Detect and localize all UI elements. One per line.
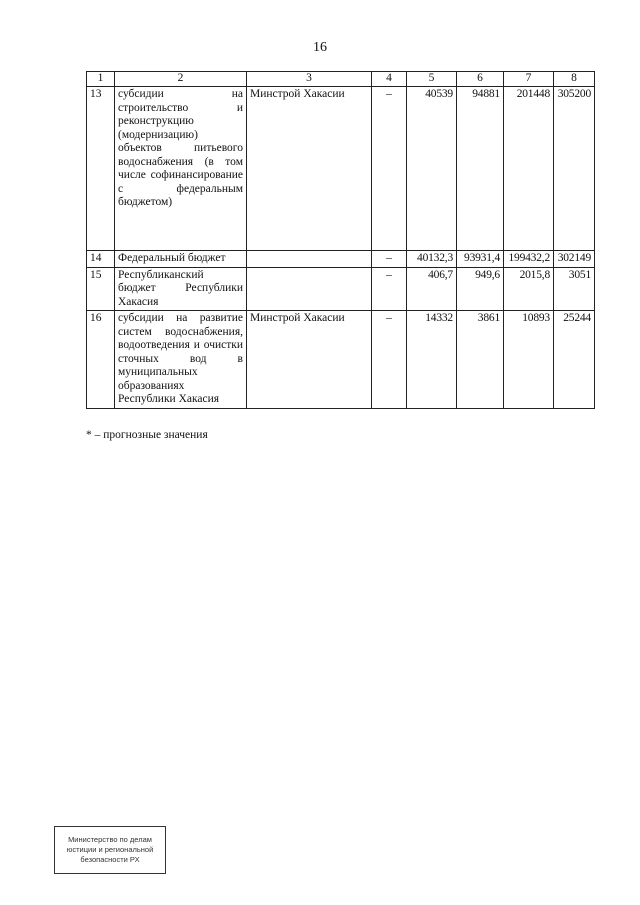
header-cell: 7 xyxy=(504,72,554,87)
row-name: Федеральный бюджет xyxy=(115,251,247,268)
row-value-8: 305200 xyxy=(554,87,595,251)
row-executor xyxy=(247,251,372,268)
row-value-7: 201448 xyxy=(504,87,554,251)
row-value-5: 40132,3 xyxy=(407,251,457,268)
row-number: 15 xyxy=(87,267,115,311)
row-value-7: 2015,8 xyxy=(504,267,554,311)
row-name: субсидии на строительство и реконструкцию (модернизацию) объектов питьевого водоснабжения (в том числе софинансирование с федеральным бюджетом) xyxy=(115,87,247,251)
stamp-line: юстиции и региональной xyxy=(66,845,154,854)
row-value-6: 93931,4 xyxy=(457,251,504,268)
table-row xyxy=(87,311,595,409)
row-number: 13 xyxy=(87,87,115,251)
header-cell: 3 xyxy=(247,72,372,87)
row-col4: – xyxy=(372,311,407,409)
row-name: субсидии на развитие систем водоснабжения, водоотведения и очистки сточных вод в муниципальных образованиях Республики Хакасия xyxy=(115,311,247,409)
row-number: 14 xyxy=(87,251,115,268)
header-cell: 5 xyxy=(407,72,457,87)
row-value-6: 94881 xyxy=(457,87,504,251)
row-number: 16 xyxy=(87,311,115,409)
row-value-7: 199432,2 xyxy=(504,251,554,268)
header-cell: 6 xyxy=(457,72,504,87)
stamp-line: Министерство по делам xyxy=(68,835,152,844)
footnote: * – прогнозные значения xyxy=(86,429,208,441)
row-value-5: 40539 xyxy=(407,87,457,251)
ministry-stamp xyxy=(54,826,166,874)
row-executor: Минстрой Хакасии xyxy=(247,311,372,409)
row-value-6: 949,6 xyxy=(457,267,504,311)
table-header-row xyxy=(87,72,595,87)
row-executor xyxy=(247,267,372,311)
row-value-8: 302149 xyxy=(554,251,595,268)
header-cell: 1 xyxy=(87,72,115,87)
row-col4: – xyxy=(372,251,407,268)
table-row xyxy=(87,267,595,311)
row-value-7: 10893 xyxy=(504,311,554,409)
row-value-6: 3861 xyxy=(457,311,504,409)
row-value-8: 3051 xyxy=(554,267,595,311)
row-name: Республиканский бюджет Республики Хакасия xyxy=(115,267,247,311)
header-cell: 8 xyxy=(554,72,595,87)
page-number: 16 xyxy=(313,40,327,55)
row-col4: – xyxy=(372,87,407,251)
table-row xyxy=(87,251,595,268)
stamp-line: безопасности РХ xyxy=(80,855,140,864)
row-value-5: 406,7 xyxy=(407,267,457,311)
row-col4: – xyxy=(372,267,407,311)
row-executor: Минстрой Хакасии xyxy=(247,87,372,251)
row-value-8: 25244 xyxy=(554,311,595,409)
row-value-5: 14332 xyxy=(407,311,457,409)
header-cell: 4 xyxy=(372,72,407,87)
table-row xyxy=(87,87,595,251)
budget-table xyxy=(86,71,595,409)
header-cell: 2 xyxy=(115,72,247,87)
